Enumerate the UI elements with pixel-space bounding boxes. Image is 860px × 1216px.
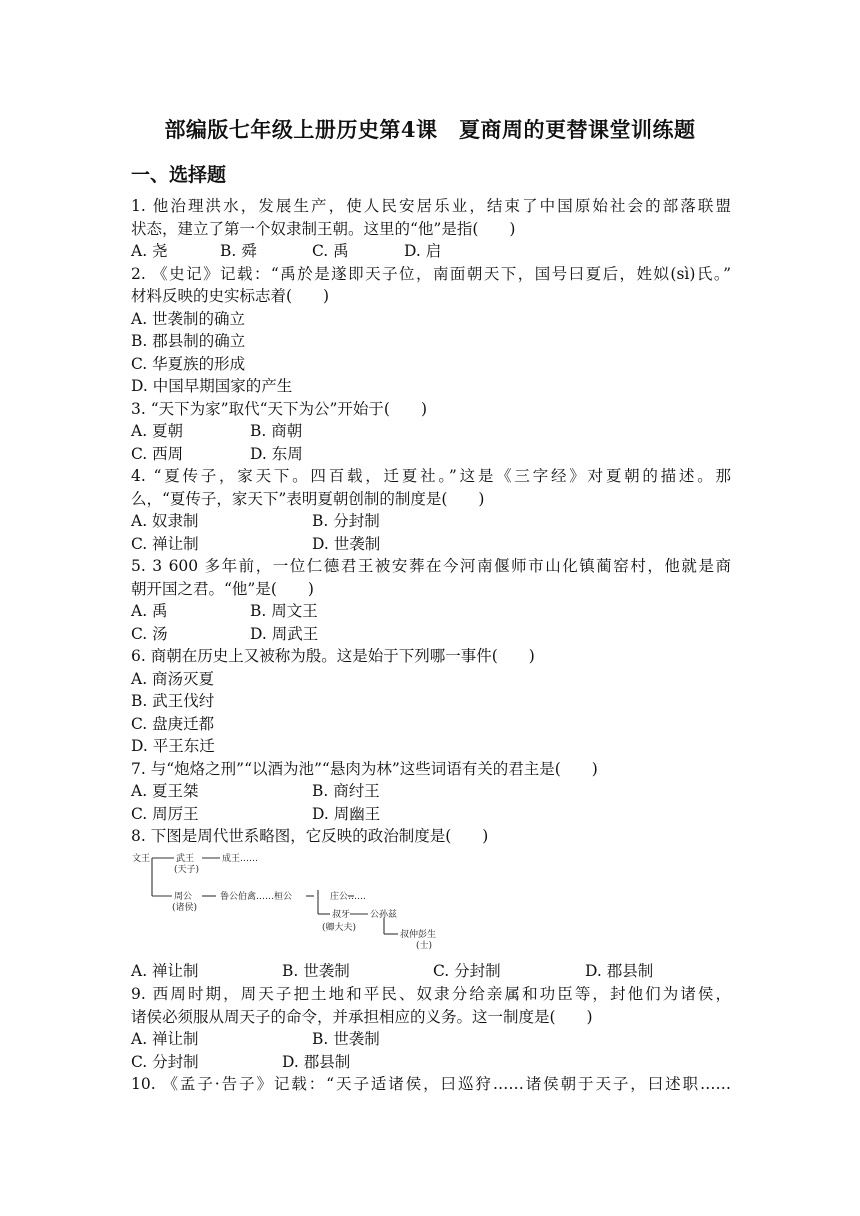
q7-option-d: D. 周幽王 <box>312 805 381 823</box>
q5-option-a: A. 禹 <box>131 602 168 620</box>
q6-option-a: A. 商汤灭夏 <box>131 670 215 688</box>
q5-option-c: C. 汤 <box>131 625 168 643</box>
question-9-line-1: 9. 西周时期，周天子把土地和平民、奴隶分给亲属和功臣等，封他们为诸侯， <box>131 985 731 1003</box>
q7-option-b: B. 商纣王 <box>312 782 380 800</box>
q2-option-d: D. 中国早期国家的产生 <box>131 377 293 395</box>
q1-option-c: C. 禹 <box>312 242 349 260</box>
q3-option-d: D. 东周 <box>250 445 303 463</box>
diagram-chengwang: 成王…… <box>222 854 259 864</box>
q4-option-b: B. 分封制 <box>312 512 380 530</box>
diagram-tianzi: (天子) <box>174 865 200 875</box>
q8-option-b: B. 世袭制 <box>282 962 350 980</box>
q7-option-c: C. 周厉王 <box>131 805 199 823</box>
question-8-line-1: 8. 下图是周代世系略图，它反映的政治制度是( ) <box>131 827 489 845</box>
diagram-shuya: 叔牙 <box>332 910 351 920</box>
q1-option-d: D. 启 <box>404 242 442 260</box>
question-5-line-2: 朝开国之君。“他”是( ) <box>131 580 314 598</box>
q6-option-b: B. 武王伐纣 <box>131 692 215 710</box>
question-4-line-1: 4. “夏传子，家天下。四百载，迁夏社。”这是《三字经》对夏朝的描述。那 <box>131 467 731 485</box>
q8-option-a: A. 禅让制 <box>131 962 199 980</box>
q4-option-d: D. 世袭制 <box>312 535 381 553</box>
question-10-line-1: 10. 《孟子·告子》记载：“天子适诸侯，曰巡狩……诸侯朝于天子，曰述职…… <box>131 1075 731 1093</box>
q8-option-d: D. 郡县制 <box>585 962 654 980</box>
diagram-gongsunzi: 公孙兹 <box>370 910 398 920</box>
q4-option-c: C. 禅让制 <box>131 535 199 553</box>
q2-option-a: A. 世袭制的确立 <box>131 310 246 328</box>
q2-option-b: B. 郡县制的确立 <box>131 332 246 350</box>
diagram-zhuanggong: 庄公…… <box>330 892 367 902</box>
q3-option-b: B. 商朝 <box>250 422 303 440</box>
question-1-line-1: 1. 他治理洪水，发展生产，使人民安居乐业，结束了中国原始社会的部落联盟 <box>131 197 731 215</box>
diagram-wenwang: 文王 <box>132 854 151 864</box>
q4-option-a: A. 奴隶制 <box>131 512 199 530</box>
diagram-shuzhong: 叔仲彭生 <box>400 930 437 940</box>
q9-option-c: C. 分封制 <box>131 1053 199 1071</box>
q7-option-a: A. 夏王桀 <box>131 782 199 800</box>
q5-option-b: B. 周文王 <box>250 602 318 620</box>
q5-option-d: D. 周武王 <box>250 625 319 643</box>
q9-option-d: D. 郡县制 <box>282 1053 351 1071</box>
diagram-qingdafu: (卿大夫) <box>322 923 357 933</box>
question-5-line-1: 5. 3 600 多年前，一位仁德君王被安葬在今河南偃师市山化镇蔺窑村，他就是商 <box>131 557 731 575</box>
question-1-line-2: 状态，建立了第一个奴隶制王朝。这里的“他”是指( ) <box>131 220 516 238</box>
q1-option-b: B. 舜 <box>220 242 257 260</box>
q6-option-d: D. 平王东迁 <box>131 737 215 755</box>
q6-option-c: C. 盘庚迁都 <box>131 715 215 733</box>
q9-option-b: B. 世袭制 <box>312 1030 380 1048</box>
section-heading: 一、选择题 <box>131 164 227 186</box>
zhou-lineage-diagram <box>128 848 468 960</box>
q3-option-c: C. 西周 <box>131 445 184 463</box>
page-title: 部编版七年级上册历史第4课 夏商周的更替课堂训练题 <box>164 117 696 142</box>
question-4-line-2: 么，“夏传子，家天下”表明夏朝创制的制度是( ) <box>131 490 485 508</box>
question-2-line-1: 2. 《史记》记载：“禹於是遂即天子位，南面朝天下，国号曰夏后，姓姒(sì)氏。” <box>131 265 731 283</box>
question-3-line-1: 3. “天下为家”取代“天下为公”开始于( ) <box>131 400 428 418</box>
q1-option-a: A. 尧 <box>131 242 168 260</box>
diagram-zhougong: 周公 <box>174 892 193 902</box>
question-6-line-1: 6. 商朝在历史上又被称为殷。这是始于下列哪一事件( ) <box>131 647 535 665</box>
diagram-lugong: 鲁公伯禽……桓公 <box>220 892 293 902</box>
q8-option-c: C. 分封制 <box>433 962 501 980</box>
question-9-line-2: 诸侯必须服从周天子的命令，并承担相应的义务。这一制度是( ) <box>131 1008 593 1026</box>
diagram-wuwang: 武王 <box>176 854 195 864</box>
question-2-line-2: 材料反映的史实标志着( ) <box>131 287 330 305</box>
q9-option-a: A. 禅让制 <box>131 1030 199 1048</box>
q3-option-a: A. 夏朝 <box>131 422 184 440</box>
question-7-line-1: 7. 与“炮烙之刑”“以酒为池”“悬肉为林”这些词语有关的君主是( ) <box>131 760 598 778</box>
q2-option-c: C. 华夏族的形成 <box>131 355 246 373</box>
diagram-shi: (士) <box>416 941 433 951</box>
diagram-zhuhou: (诸侯) <box>172 903 198 913</box>
